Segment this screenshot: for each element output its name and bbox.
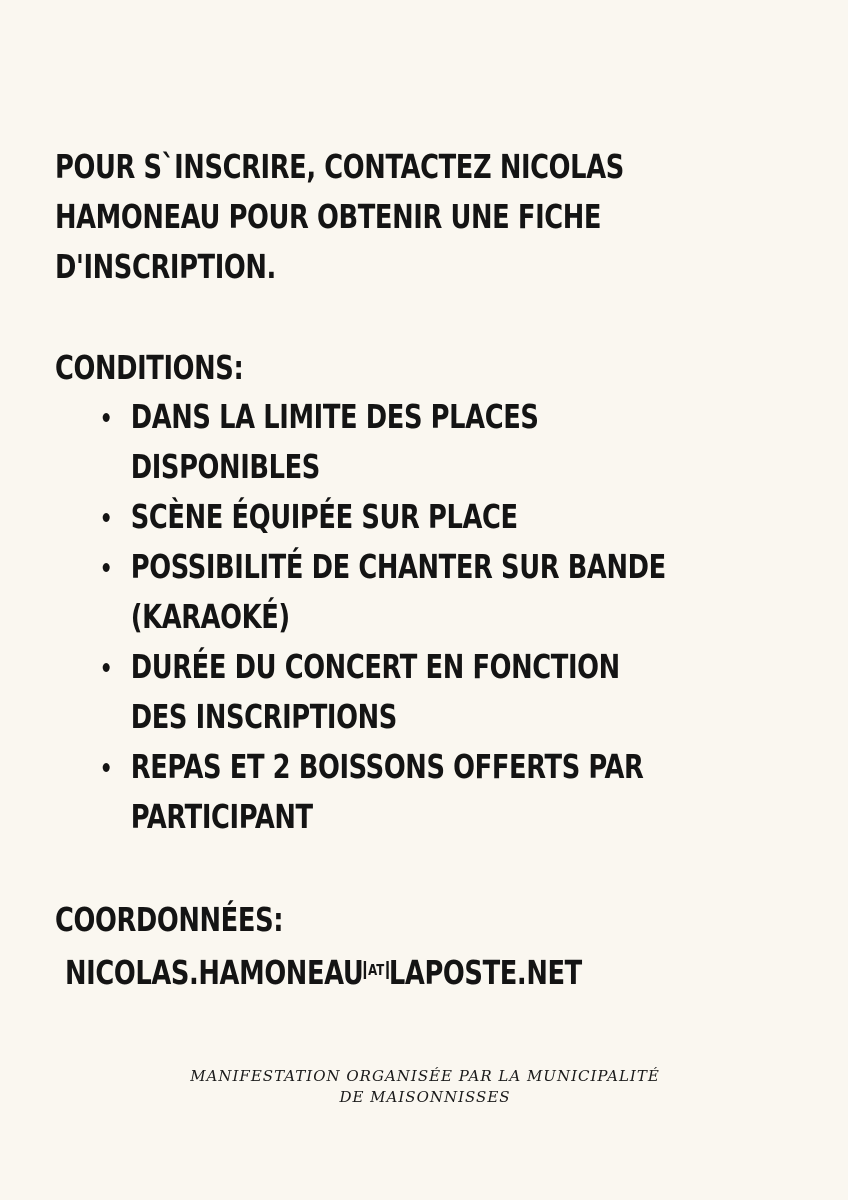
intro-line: HAMONEAU POUR OBTENIR UNE FICHE bbox=[55, 197, 602, 236]
condition-line: DANS LA LIMITE DES PLACES bbox=[130, 397, 539, 436]
condition-line: REPAS ET 2 BOISSONS OFFERTS PAR bbox=[130, 747, 644, 786]
footer-line: DE MAISONNISSES bbox=[339, 1088, 511, 1106]
email-at-symbol: AT bbox=[363, 961, 388, 979]
condition-item bbox=[98, 492, 666, 542]
intro-paragraph bbox=[55, 142, 624, 292]
organizer-footer bbox=[120, 1066, 730, 1108]
contact-heading: COORDONNÉES: bbox=[55, 900, 284, 939]
email-domain: LAPOSTE.NET bbox=[388, 953, 582, 992]
condition-line: DURÉE DU CONCERT EN FONCTION bbox=[130, 647, 620, 686]
condition-line: DISPONIBLES bbox=[130, 447, 320, 486]
condition-line: DES INSCRIPTIONS bbox=[130, 697, 397, 736]
conditions-heading: CONDITIONS: bbox=[55, 348, 244, 387]
intro-line: D'INSCRIPTION. bbox=[55, 247, 276, 286]
condition-line: SCÈNE ÉQUIPÉE SUR PLACE bbox=[130, 497, 518, 536]
condition-line: POSSIBILITÉ DE CHANTER SUR BANDE bbox=[130, 547, 666, 586]
condition-item bbox=[98, 392, 666, 492]
intro-line: POUR S`INSCRIRE, CONTACTEZ NICOLAS bbox=[55, 147, 624, 186]
contact-email bbox=[65, 948, 582, 998]
email-user: NICOLAS.HAMONEAU bbox=[65, 953, 364, 992]
condition-line: (KARAOKÉ) bbox=[130, 597, 290, 636]
condition-item bbox=[98, 642, 666, 742]
conditions-list bbox=[98, 392, 666, 842]
condition-item bbox=[98, 542, 666, 642]
condition-item bbox=[98, 742, 666, 842]
footer-line: MANIFESTATION ORGANISÉE PAR LA MUNICIPALITÉ bbox=[190, 1067, 660, 1085]
condition-line: PARTICIPANT bbox=[130, 797, 313, 836]
